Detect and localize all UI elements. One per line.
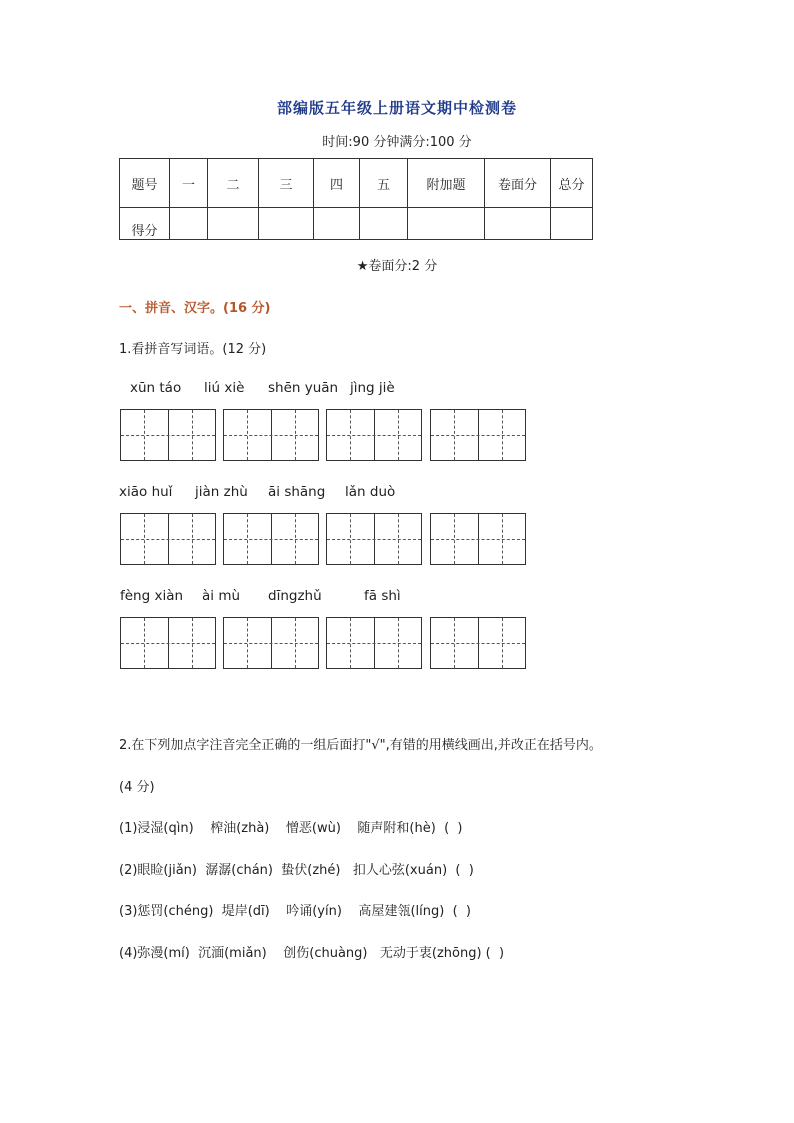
pinyin-label: xiāo huǐ <box>119 484 173 500</box>
pinyin-label: liú xiè <box>204 380 245 396</box>
section-heading: 一、拼音、汉字。(16 分) <box>119 301 271 316</box>
pinyin-label: jiàn zhù <box>195 484 248 500</box>
score-input-cell[interactable] <box>314 208 360 240</box>
page-title: 部编版五年级上册语文期中检测卷 <box>276 99 517 117</box>
score-header-cell: 五 <box>360 159 408 208</box>
score-input-cell[interactable] <box>170 208 208 240</box>
writing-grid[interactable] <box>326 513 422 565</box>
writing-grid[interactable] <box>120 617 216 669</box>
score-header-cell: 总分 <box>551 159 593 208</box>
question-1-title: 1.看拼音写词语。(12 分) <box>119 342 267 357</box>
score-input-cell[interactable] <box>360 208 408 240</box>
score-header-cell: 一 <box>170 159 208 208</box>
writing-grid[interactable] <box>223 409 319 461</box>
pinyin-label: āi shāng <box>268 484 326 500</box>
score-header-cell: 四 <box>314 159 360 208</box>
score-input-cell[interactable] <box>485 208 551 240</box>
writing-grid[interactable] <box>430 513 526 565</box>
writing-grid[interactable] <box>326 409 422 461</box>
pinyin-label: jìng jiè <box>350 380 395 396</box>
question-2-item: (1)浸湿(qìn) 榨油(zhà) 憎恶(wù) 随声附和(hè) ( ) <box>119 821 463 836</box>
score-header-cell: 二 <box>208 159 259 208</box>
score-table-score-row <box>120 208 593 240</box>
exam-info: 时间:90 分钟满分:100 分 <box>322 135 472 150</box>
score-header-cell: 三 <box>259 159 314 208</box>
pinyin-label: fèng xiàn <box>120 588 184 604</box>
writing-grid[interactable] <box>326 617 422 669</box>
question-2-item: (2)眼睑(jiǎn) 潺潺(chán) 蛰伏(zhé) 扣人心弦(xuán) ( ) <box>119 863 474 878</box>
question-2-item: (4)弥漫(mí) 沉湎(miǎn) 创伤(chuàng) 无动于衷(zhōng) ( ) <box>119 946 505 961</box>
score-table-header-row <box>120 159 593 208</box>
score-input-cell[interactable] <box>208 208 259 240</box>
neatness-note: ★卷面分:2 分 <box>356 259 438 274</box>
score-header-cell: 附加题 <box>408 159 485 208</box>
score-input-cell[interactable] <box>259 208 314 240</box>
score-row-label: 得分 <box>120 208 170 240</box>
writing-grid[interactable] <box>223 617 319 669</box>
question-2-points: (4 分) <box>119 780 155 795</box>
pinyin-label: xūn táo <box>130 380 182 396</box>
score-table <box>119 158 593 240</box>
score-input-cell[interactable] <box>551 208 593 240</box>
pinyin-label: dīngzhǔ <box>268 588 322 604</box>
question-2-title: 2.在下列加点字注音完全正确的一组后面打"√",有错的用横线画出,并改正在括号内。 <box>119 738 602 753</box>
writing-grid[interactable] <box>223 513 319 565</box>
writing-grid[interactable] <box>430 409 526 461</box>
pinyin-label: shēn yuān <box>268 380 339 396</box>
writing-grid[interactable] <box>120 409 216 461</box>
score-header-cell: 题号 <box>120 159 170 208</box>
score-input-cell[interactable] <box>408 208 485 240</box>
score-header-cell: 卷面分 <box>485 159 551 208</box>
question-2-item: (3)惩罚(chéng) 堤岸(dī) 吟诵(yín) 高屋建瓴(líng) ( ) <box>119 904 471 919</box>
writing-grid[interactable] <box>120 513 216 565</box>
pinyin-label: fā shì <box>364 588 401 604</box>
pinyin-label: ài mù <box>202 588 241 604</box>
writing-grid[interactable] <box>430 617 526 669</box>
pinyin-label: lǎn duò <box>345 484 396 500</box>
